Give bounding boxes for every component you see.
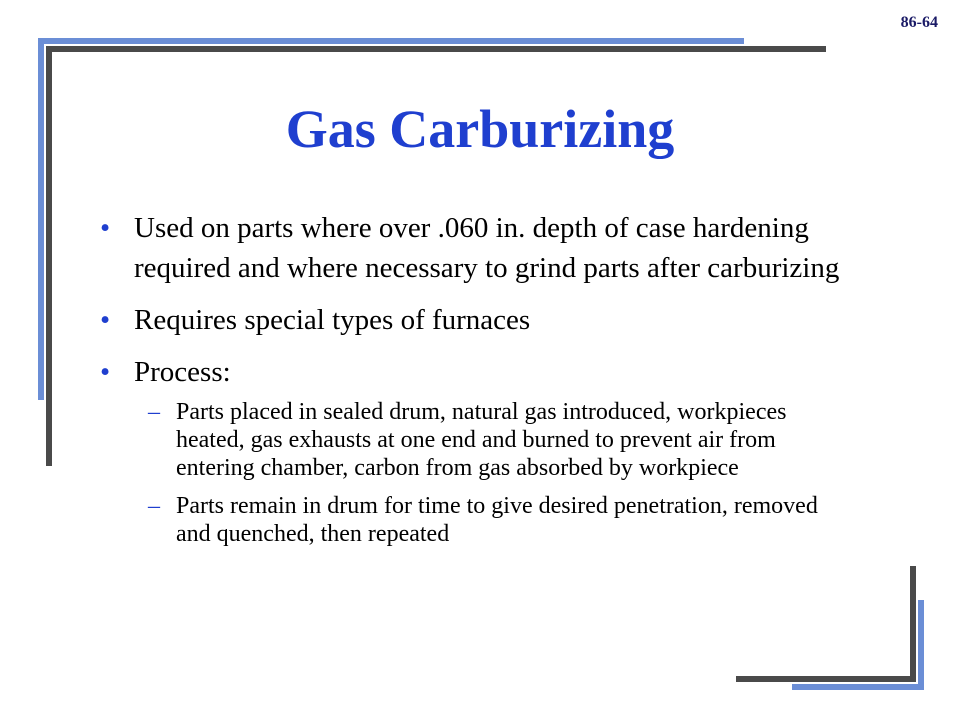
- bullet-text: Requires special types of furnaces: [134, 304, 531, 336]
- frame-bottom-shadow-bar: [736, 676, 916, 682]
- sub-bullet-marker: –: [148, 399, 160, 425]
- bullet-text: Used on parts where over .060 in. depth of case hardening required and where necessary to grind parts after carburizing: [134, 212, 840, 284]
- bullet-item: [100, 300, 880, 340]
- bullet-marker: •: [100, 212, 111, 244]
- sub-bullet-marker: –: [148, 493, 160, 519]
- frame-top-shadow-bar: [46, 46, 826, 52]
- bullet-item: [100, 352, 880, 392]
- sub-bullet-item: [148, 398, 848, 482]
- bullet-item: [100, 208, 880, 288]
- sub-bullet-text: Parts remain in drum for time to give desired penetration, removed and quenched, then repeated: [176, 493, 818, 547]
- sub-bullet-text: Parts placed in sealed drum, natural gas introduced, workpieces heated, gas exhausts at one end and burned to prevent air from entering chamber, carbon from gas absorbed by workpiece: [176, 399, 787, 481]
- sub-bullet-item: [148, 492, 848, 548]
- frame-top-accent-bar: [38, 38, 744, 44]
- bullet-marker: •: [100, 356, 111, 388]
- frame-left-accent-bar: [38, 38, 44, 400]
- frame-bottom-accent-bar: [792, 684, 924, 690]
- bullet-marker: •: [100, 304, 111, 336]
- bullet-list: [100, 208, 880, 558]
- slide-title: Gas Carburizing: [285, 99, 675, 159]
- slide-number: 86-64: [900, 14, 938, 31]
- frame-right-shadow-bar: [910, 566, 916, 682]
- frame-right-accent-bar: [918, 600, 924, 690]
- sub-bullet-list: [148, 398, 848, 548]
- bullet-text: Process:: [134, 356, 231, 388]
